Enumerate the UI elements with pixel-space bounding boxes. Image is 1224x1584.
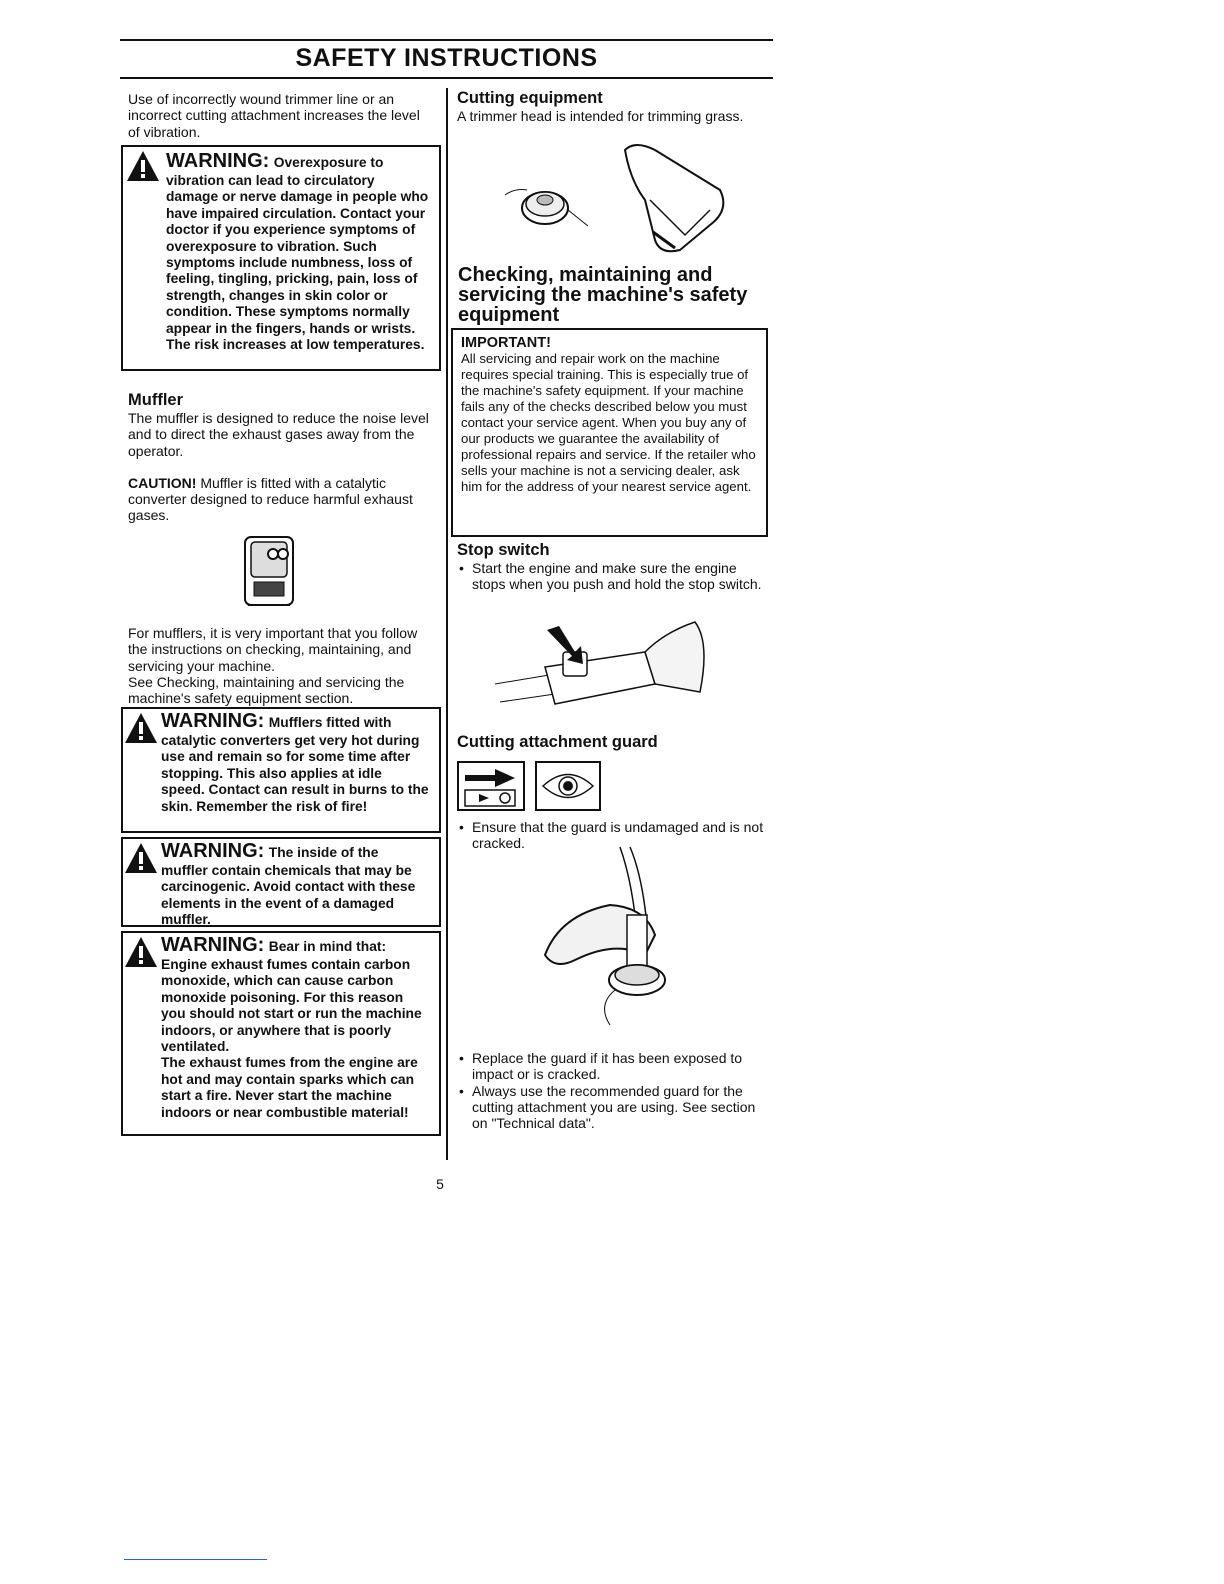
warning-box-catalytic (121, 707, 441, 833)
title-underline (120, 77, 773, 79)
direction-arrow-icon (457, 761, 525, 811)
caution-paragraph (128, 475, 433, 524)
intro-text: Use of incorrectly wound trimmer line or an incorrect cutting attachment increases the level of vibration. (128, 91, 420, 140)
stop-switch-illustration (495, 612, 725, 712)
guard-section (457, 733, 769, 752)
important-box (451, 328, 768, 537)
guard-heading: Cutting attachment guard (457, 733, 658, 751)
warning-text: catalytic converters get very hot during use and remain so for some time after stopping. This also applies at idle speed. Contact can result in burns to the skin. Remember the risk of fire! (161, 733, 429, 814)
stop-bullet: • Start the engine and make sure the engine stops when you push and hold the stop switch. (457, 560, 769, 593)
cutting-heading: Cutting equipment (457, 89, 603, 107)
muffler-see-section: See Checking, maintaining and servicing the machine's safety equipment section. (128, 673, 405, 707)
guard-replace (457, 1050, 769, 1131)
cutting-text: A trimmer head is intended for trimming grass. (457, 108, 744, 124)
warning-triangle-icon (124, 712, 158, 744)
muffler-instruction: For mufflers, it is very important that you follow the instructions on checking, maintaining, and servicing your machine. (128, 625, 418, 674)
warning-lead: Bear in mind that: (268, 939, 387, 954)
caution-label: CAUTION! (128, 474, 197, 491)
stop-switch-section (457, 541, 769, 593)
caution-text: Muffler is fitted with a catalytic converter designed to reduce harmful exhaust gases. (128, 474, 413, 524)
warning-text: vibration can lead to circulatory damage or nerve damage in people who have impaired circulation. Contact your doctor if you experience symptoms of overexposure to vibration. Such symptoms include numbness, loss of feeling, tingling, pricking, pain, loss of strength, changes in skin color or condition. These symptoms normally appear in the fingers, hands or wrists. The risk increases at low temperatures. (166, 173, 429, 353)
warning-triangle-icon (124, 842, 158, 874)
warning-label: WARNING: (161, 710, 265, 732)
warning-box-chemicals (121, 837, 441, 927)
muffler-text: The muffler is designed to reduce the noise level and to direct the exhaust gases away from the operator. (128, 410, 429, 459)
important-label: IMPORTANT! (461, 335, 551, 351)
warning-lead: Mufflers fitted with (268, 715, 392, 730)
stop-heading: Stop switch (457, 541, 550, 559)
page-number: 5 (436, 1176, 444, 1192)
warning-text: muffler contain chemicals that may be carcinogenic. Avoid contact with these elements in the event of a damaged muffler. (161, 863, 416, 928)
cutting-equipment-section (457, 89, 769, 124)
muffler-note (128, 625, 440, 706)
warning-text-2: The exhaust fumes from the engine are hot and may contain sparks which can start a fire. Never start the machine indoors or near combustible material! (161, 1055, 418, 1120)
guard-bullet: • Replace the guard if it has been exposed to impact or is cracked. (457, 1050, 769, 1083)
stop-bullets (457, 560, 769, 593)
important-text: All servicing and repair work on the machine requires special training. This is especially true of the machine's safety equipment. If your machine fails any of the checks described below you must contact your service agent. When you buy any of our products we guarantee the availability of professional repairs and service. If the retailer who sells your machine is not a servicing dealer, ask him for the address of your nearest service agent. (461, 351, 756, 495)
muffler-illustration (240, 532, 300, 612)
guard-bullets-2 (457, 1050, 769, 1131)
page-title: SAFETY INSTRUCTIONS (295, 44, 598, 72)
warning-label: WARNING: (166, 150, 270, 172)
warning-box-exhaust (121, 931, 441, 1136)
guard-bullet: • Ensure that the guard is undamaged and is not cracked. (457, 819, 769, 852)
warning-text: Engine exhaust fumes contain carbon monoxide, which can cause carbon monoxide poisoning. For this reason you should not start or run the machine indoors, or anywhere that is poorly ventilated. (161, 957, 422, 1055)
muffler-heading: Muffler (128, 391, 183, 409)
left-column (128, 91, 433, 140)
warning-triangle-icon (126, 150, 160, 182)
checking-heading: Checking, maintaining and servicing the machine's safety equipment (458, 264, 748, 326)
warning-lead: The inside of the (268, 845, 379, 860)
top-rule (120, 39, 773, 41)
trimmer-head-guard-illustration (485, 140, 745, 260)
warning-box-vibration (121, 145, 441, 371)
column-divider (446, 88, 448, 1160)
footnote-rule (124, 1559, 267, 1560)
muffler-section (128, 391, 433, 524)
eye-protection-icon (535, 761, 601, 811)
warning-label: WARNING: (161, 934, 265, 956)
checking-section (458, 265, 768, 325)
warning-lead: Overexposure to (273, 155, 384, 170)
warning-label: WARNING: (161, 840, 265, 862)
guard-illustration (535, 845, 685, 1035)
guard-bullet: • Always use the recommended guard for the cutting attachment you are using. See section on "Technical data". (457, 1083, 769, 1132)
warning-triangle-icon (124, 936, 158, 968)
